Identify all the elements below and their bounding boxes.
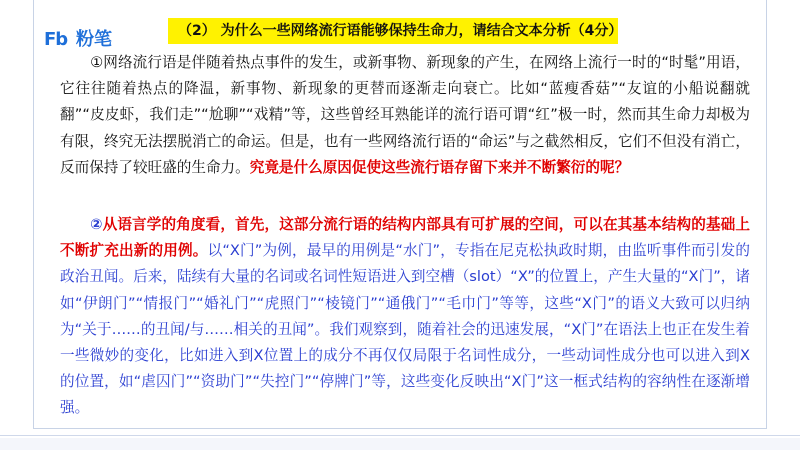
logo <box>44 29 112 51</box>
bottom-divider <box>0 435 800 436</box>
paragraph-1-text: ①网络流行语是伴随着热点事件的发生，或新事物、新现象的产生，在网络上流行一时的“时髦”用语，它往往随着热点的降温，新事物、新现象的更替而逐渐走向衰亡。比如“蓝瘦香菇”“友谊的小船说翻就翻”“皮皮虾，我们走”“尬聊”“戏精”等，这些曾经耳熟能详的流行语可谓“红”极一时，然而其生命力却极为有限，终究无法摆脱消亡的命运。但是，也有一些网络流行语的“命运”与之截然相反，它们不但没有消亡，反而保持了较旺盛的生命力。 <box>60 54 750 176</box>
question-title: （2） 为什么一些网络流行语能够保持生命力，请结合文本分析（4分） <box>168 18 618 44</box>
paragraph-2-body: 以“X门”为例，最早的用例是“水门”，专指在尼克松执政时期，由监听事件而引发的政治丑闻。后来，陆续有大量的名词或名词性短语进入到空槽（slot）“X”的位置上，产生大量的“X门”，诸如“伊朗门”“情报门”“婚礼门”“虎照门”“棱镜门”“通俄门”“毛巾门”等等，这些“X门”的语义大致可以归纳为“关于……的丑闻/与……相关的丑闻”。我们观察到，随着社会的迅速发展，“X门”在语法上也正在发生着一些微妙的变化，比如进入到X位置上的成分不再仅仅局限于名词性成分，一些动词性成分也可以进入到X的位置，如“虐囚门”“资助门”“失控门”“停牌门”等，这些变化反映出“X门”这一框式结构的容纳性在逐渐增强。 <box>60 242 750 417</box>
paragraph-2-number: ② <box>90 216 103 233</box>
paragraph-2 <box>60 212 750 422</box>
logo-text: 粉笔 <box>76 29 112 50</box>
logo-mark-icon: Fb <box>44 29 68 50</box>
bottom-bar <box>0 438 800 450</box>
paragraph-1 <box>60 50 750 181</box>
paragraph-1-question: 究竟是什么原因促使这些流行语存留下来并不断繁衍的呢？ <box>249 158 630 176</box>
paragraph-2-key-point: 从语言学的角度看，首先，这部分流行语的结构内部具有可扩展的空间，可以在其基本结构的基础上不断扩充出新的用例。 <box>60 216 750 260</box>
